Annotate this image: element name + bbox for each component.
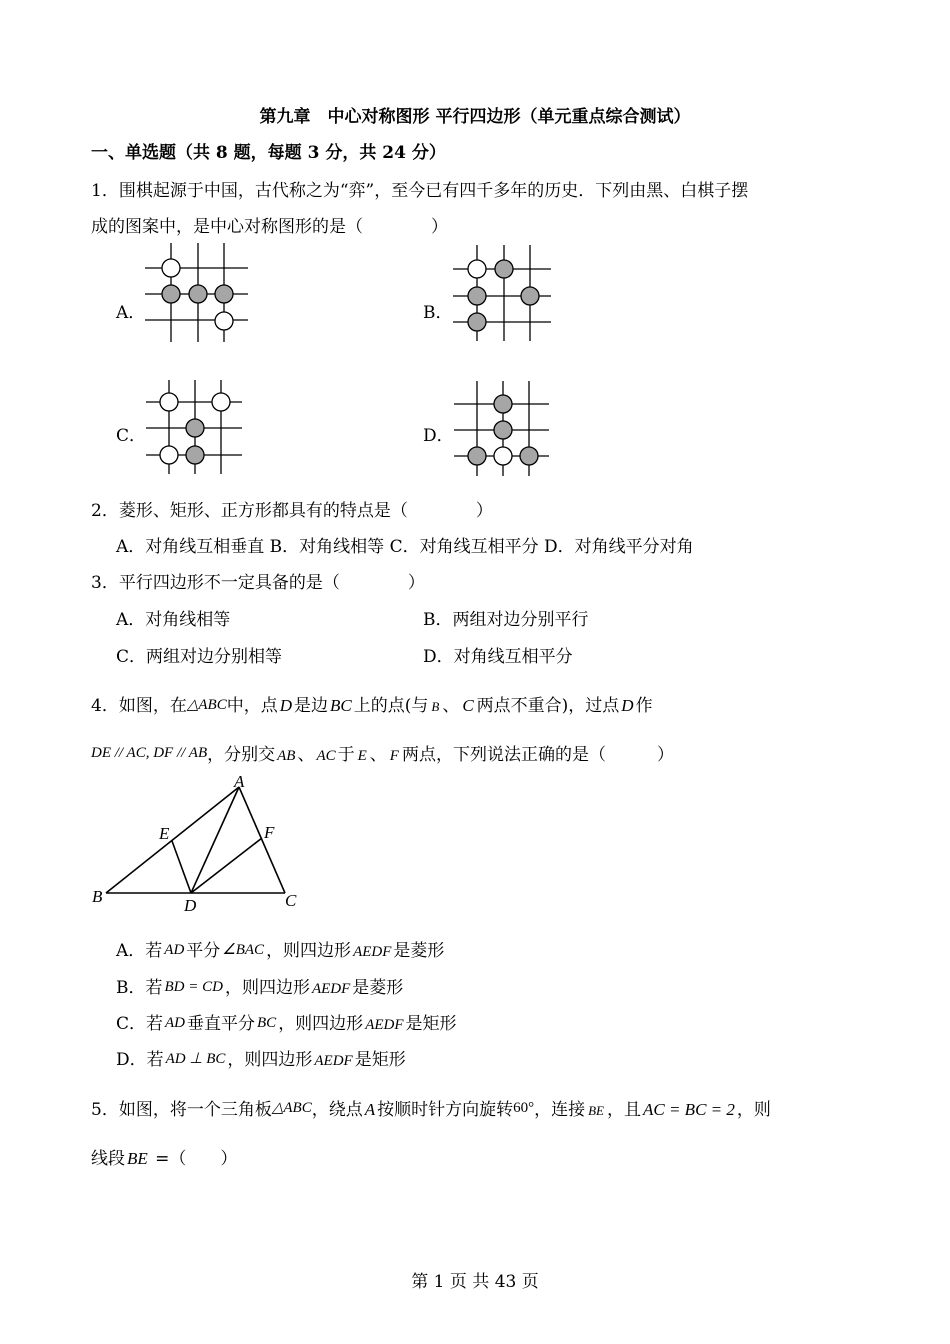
q4-text: ，则四边形: [278, 1014, 364, 1034]
q3-option-a: A．对角线相等: [116, 610, 231, 630]
q4-text: 两点，下列说法正确的是（ ）: [401, 745, 674, 765]
q4-text: ，则四边形: [224, 978, 310, 998]
q1-go-board-a: [140, 240, 255, 345]
q5-math: 60°: [513, 1100, 535, 1116]
q4-label-b: B: [92, 887, 103, 906]
q4-label-a: A: [234, 772, 245, 791]
q4-stem-line2: [91, 740, 674, 765]
q4-math: ∠BAC: [222, 942, 265, 958]
q4-text: 是矩形: [354, 1050, 406, 1070]
section-heading: 一、单选题（共 8 题，每题 3 分，共 24 分）: [91, 143, 446, 163]
q4-math: AD: [164, 942, 185, 958]
q4-text: ，则四边形: [227, 1050, 313, 1070]
q5-math: AC = BC = 2: [642, 1100, 735, 1119]
q4-math: D: [621, 696, 634, 715]
q5-text: ，连接: [534, 1100, 586, 1120]
q4-math: E: [357, 748, 367, 764]
q5-text: =（ ）: [149, 1149, 238, 1169]
q4-math: B: [431, 699, 440, 714]
q3-option-d: D．对角线互相平分: [423, 647, 573, 667]
q5-text: ，且: [606, 1100, 641, 1120]
q4-triangle-figure: [88, 770, 313, 915]
q4-text: ，分别交: [207, 745, 276, 765]
q5-text: ，绕点: [311, 1100, 363, 1120]
page-title: 第九章 中心对称图形 平行四边形（单元重点综合测试）: [259, 107, 691, 127]
q5-math: BE: [127, 1149, 148, 1168]
q4-math: D: [279, 696, 292, 715]
q4-text: 上的点: [353, 696, 405, 716]
q4-text: C．若: [116, 1014, 164, 1034]
q5-text: 线段: [91, 1149, 125, 1169]
q4-math: AEDF: [311, 981, 351, 997]
q4-math: DE // AC, DF // AB: [91, 745, 208, 761]
q4-text: 中，点: [226, 696, 278, 716]
q4-math: BD = CD: [164, 979, 223, 995]
q4-text: B．若: [116, 978, 163, 998]
q4-math: AEDF: [314, 1053, 353, 1069]
q4-text: D．若: [116, 1050, 164, 1070]
q4-text: )，过点: [561, 696, 620, 716]
q4-label-e: E: [159, 824, 170, 843]
q4-text: 、: [369, 745, 387, 765]
q4-text: 作: [635, 696, 653, 716]
q4-text: 是菱形: [393, 941, 445, 961]
q4-math: BC: [329, 696, 352, 715]
q4-stem-line1: [91, 691, 653, 716]
q5-math: △ABC: [271, 1100, 312, 1116]
q1-option-b-label: B．: [423, 303, 453, 323]
q5-math: BE: [588, 1103, 604, 1118]
q3-option-c: C．两组对边分别相等: [116, 647, 283, 667]
q1-option-c-label: C．: [116, 426, 147, 446]
q5-stem-line1: [91, 1095, 771, 1120]
q4-text: (与: [404, 696, 429, 716]
q4-text: 垂直平分: [187, 1014, 256, 1034]
q5-text: ，则: [736, 1100, 771, 1120]
q4-label-c: C: [285, 891, 297, 910]
q4-text: 4．如图，在: [91, 696, 187, 716]
q3-stem: 3．平行四边形不一定具备的是（ ）: [91, 573, 425, 593]
q1-go-board-d: [452, 378, 552, 478]
q4-math: C: [462, 696, 474, 715]
q1-go-board-c: [144, 378, 244, 476]
q4-text: 是边: [293, 696, 328, 716]
q4-math: △ABC: [186, 697, 227, 713]
q4-option-c: [116, 1009, 457, 1034]
q4-math: BC: [257, 1015, 277, 1031]
q4-math: AEDF: [353, 944, 392, 960]
q4-option-b: [116, 973, 403, 998]
q4-math: AB: [277, 748, 296, 764]
q5-text: 按顺时针方向旋转: [377, 1100, 514, 1120]
q4-label-f: F: [264, 823, 275, 842]
q4-text: 是菱形: [352, 978, 404, 998]
q4-text: 、: [442, 696, 460, 716]
q2-options: A．对角线互相垂直 B．对角线相等 C．对角线互相平分 D．对角线平分对角: [116, 537, 694, 557]
q4-math: AD ⊥ BC: [165, 1051, 226, 1067]
q3-option-b: B．两组对边分别平行: [423, 610, 589, 630]
q4-text: 、: [297, 745, 315, 765]
q4-text: ，则四边形: [266, 941, 352, 961]
q4-text: 平分: [186, 941, 221, 961]
q4-text: 两点不重合: [476, 696, 562, 716]
q4-text: 是矩形: [405, 1014, 457, 1034]
q4-text: 于: [337, 745, 355, 765]
q1-stem-line2: 成的图案中，是中心对称图形的是（ ）: [91, 217, 448, 237]
q4-math: AD: [165, 1015, 186, 1031]
q4-option-d: [116, 1045, 406, 1070]
q1-stem-line1: 1．围棋起源于中国，古代称之为“弈”，至今已有四千多年的历史．下列由黑、白棋子摆: [91, 181, 749, 201]
q2-stem: 2．菱形、矩形、正方形都具有的特点是（ ）: [91, 501, 493, 521]
q5-stem-line2: [91, 1144, 237, 1169]
q1-option-a-label: A．: [116, 303, 146, 323]
q1-option-d-label: D．: [423, 426, 454, 446]
q4-option-a: [116, 936, 444, 961]
q5-text: 5．如图，将一个三角板: [91, 1100, 272, 1120]
q4-math: AEDF: [365, 1017, 404, 1033]
q5-math: A: [364, 1100, 376, 1119]
q4-math: AC: [316, 748, 336, 764]
q4-math: F: [389, 748, 399, 764]
q4-text: A．若: [116, 941, 163, 961]
q1-go-board-b: [450, 243, 555, 343]
q4-label-d: D: [184, 896, 197, 915]
page-footer: 第 1 页 共 43 页: [411, 1272, 539, 1292]
